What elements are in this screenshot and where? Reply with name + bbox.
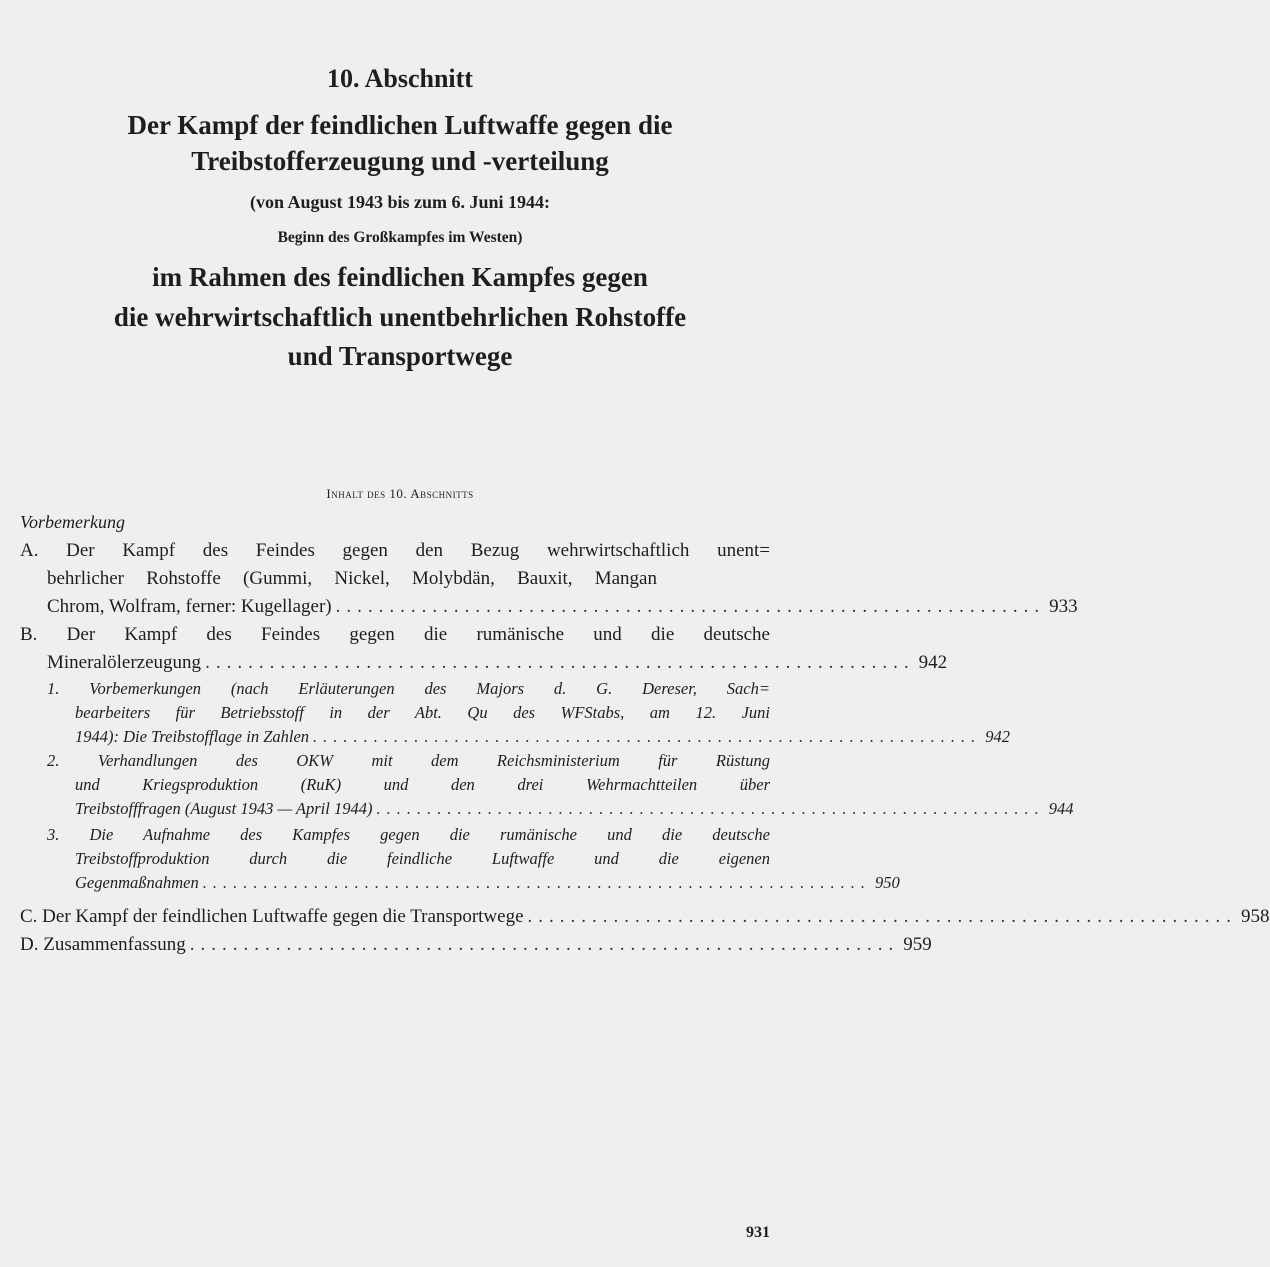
section-number: 10. Abschnitt [327,64,473,93]
dot-leader: .................................................................. [189,934,900,955]
period-line-2: Beginn des Großkampfes im Westen) [277,229,523,246]
toc-line: B. Der Kampf des Feindes gegen die rumänische und die deutsche [20,624,770,645]
page-number: 931 [746,1224,770,1241]
context-line-3: und Transportwege [287,341,513,371]
toc-preface: Vorbemerkung [20,512,125,532]
title-line-2: Treibstofferzeugung und -verteilung [191,146,609,176]
toc-page: 958 [1241,906,1270,927]
toc-line: Mineralölerzeugung [47,652,202,673]
title-line-1: Der Kampf der feindlichen Luftwaffe gegen die [127,110,673,140]
toc-line: A. Der Kampf des Feindes gegen den Bezug wehrwirtschaftlich unent= [20,540,770,561]
dot-leader: .................................................................. [313,727,982,746]
toc-page: 950 [874,873,900,892]
toc-line: Treibstofffragen (August 1943 — April 1944) [75,799,373,818]
toc-title: Inhalt des 10. Abschnitts [326,486,474,501]
toc-entry-d [20,934,932,956]
toc-line: Gegenmaßnahmen [75,873,199,892]
dot-leader: .................................................................. [202,873,871,892]
dot-leader: .................................................................. [205,652,915,673]
toc-line: bearbeiters für Betriebsstoff in der Abt. Qu des WFStabs, am 12. Juni [75,703,770,722]
dot-leader: .................................................................. [527,906,1238,927]
period-line: (von August 1943 bis zum 6. Juni 1944: [249,192,551,212]
toc-line: 2. Verhandlungen des OKW mit dem Reichsministerium für Rüstung [47,751,770,770]
toc-page: 942 [985,727,1011,746]
context-line-1: im Rahmen des feindlichen Kampfes gegen [152,262,648,292]
toc-line: D. Zusammenfassung [20,934,186,955]
toc-line: und Kriegsproduktion (RuK) und den drei Wehrmachtteilen über [75,775,770,794]
toc-line: 1. Vorbemerkungen (nach Erläuterungen des Majors d. G. Dereser, Sach= [47,679,770,698]
toc-line: Chrom, Wolfram, ferner: Kugellager) [47,596,332,617]
toc-page: 933 [1049,596,1078,617]
toc-page: 944 [1048,799,1074,818]
toc-line: C. Der Kampf der feindlichen Luftwaffe gegen die Transportwege [20,906,524,927]
toc-page: 942 [918,652,948,673]
dot-leader: .................................................................. [335,596,1046,617]
dot-leader: .................................................................. [376,799,1045,818]
toc-page: 959 [903,934,932,955]
context-line-2: die wehrwirtschaftlich unentbehrlichen Rohstoffe [113,302,687,332]
toc-line: 1944): Die Treibstofflage in Zahlen [75,727,310,746]
toc-entry-c [20,906,1270,928]
toc-line: behrlicher Rohstoffe (Gummi, Nickel, Molybdän, Bauxit, Mangan [47,568,657,589]
toc-line: Treibstoffproduktion durch die feindliche Luftwaffe und die eigenen [75,849,770,868]
toc-line: 3. Die Aufnahme des Kampfes gegen die rumänische und die deutsche [47,825,770,844]
